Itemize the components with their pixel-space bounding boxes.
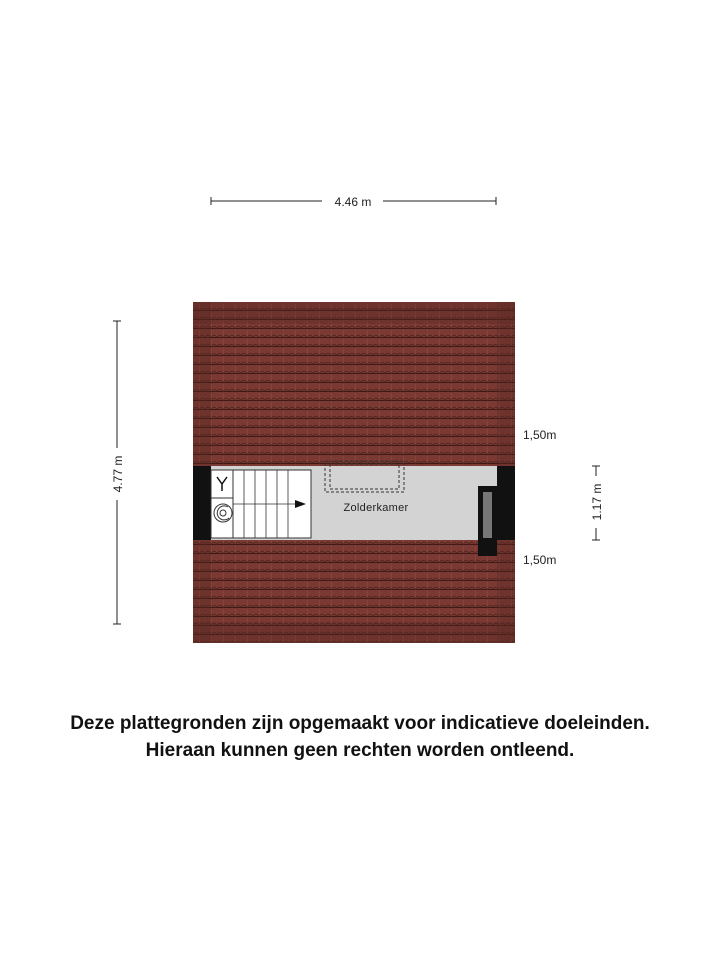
disclaimer-line-1: Deze plattegronden zijn opgemaakt voor indicatieve doeleinden. [70,713,650,734]
width-dimension [211,195,496,209]
chimney [478,486,497,556]
roof-height-lower-label: 1,50m [523,553,557,567]
staircase [211,470,311,538]
wall-left [193,466,211,540]
room-label: Zolderkamer [343,502,409,514]
depth-label: 4.77 m [111,455,125,493]
width-label: 4.46 m [334,195,372,209]
roof-height-upper-label: 1,50m [523,428,557,442]
disclaimer [0,710,720,764]
roof-upper [193,302,515,466]
knee-height-label: 1.17 m [590,483,604,521]
knee-height-dimension [590,466,604,540]
depth-dimension [111,321,125,624]
roof-lower [193,540,515,643]
disclaimer-line-2: Hieraan kunnen geen rechten worden ontleend. [145,740,575,761]
wall-right [497,466,515,540]
